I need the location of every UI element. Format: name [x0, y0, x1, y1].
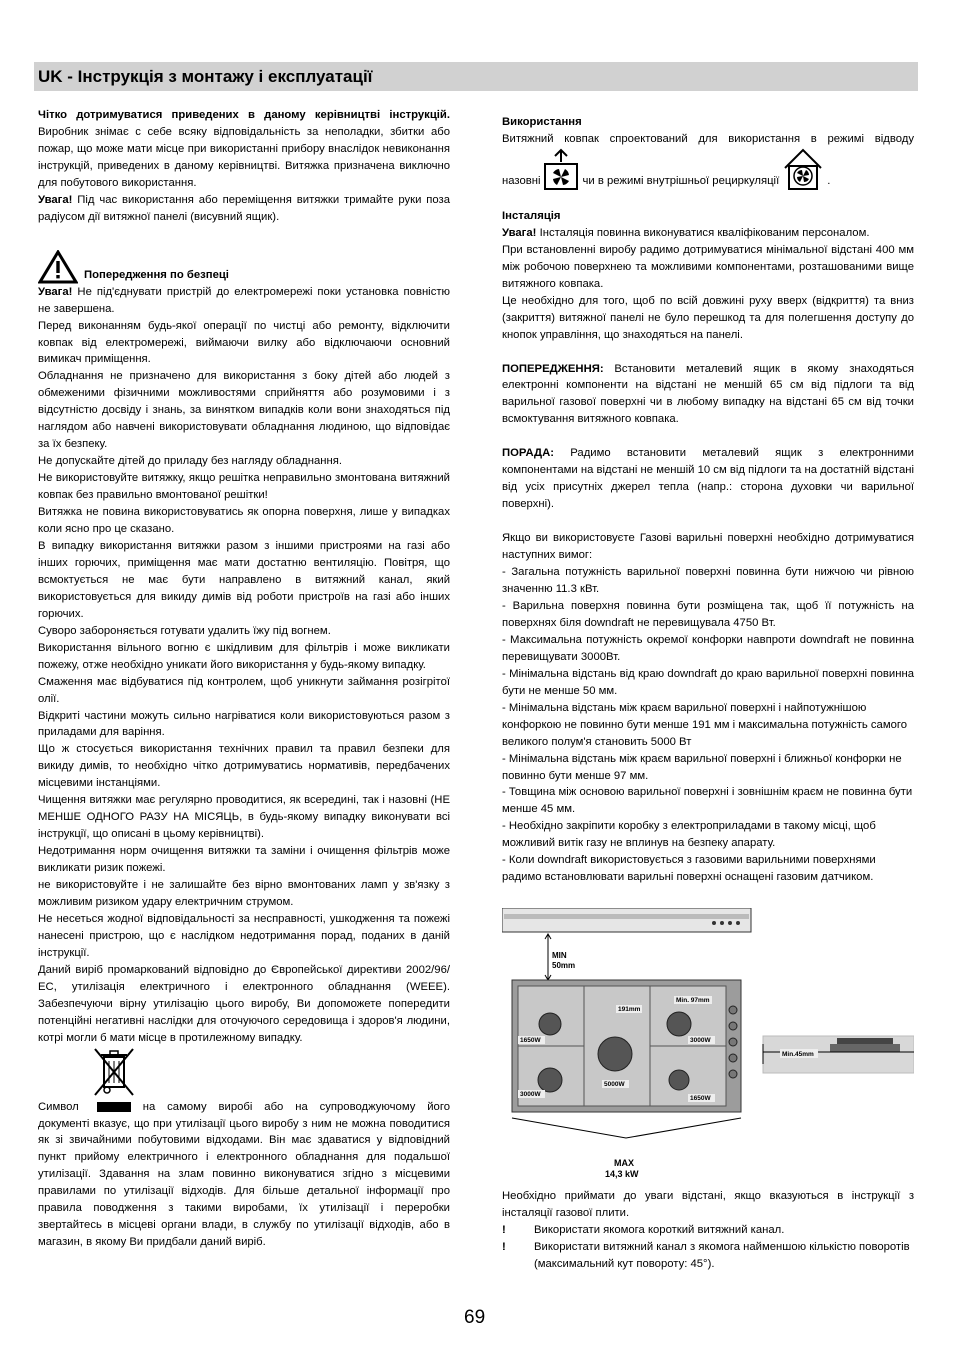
safety-paragraph: Суворо забороняється готувати удалить їжу під вогнем. [38, 624, 331, 637]
list-item: ! Використати якомога короткий витяжний канал. [502, 1223, 785, 1236]
safety-paragraph: не використовуйте і не залишайте без вірно вмонтованих ламп у зв'язку з можливим ризиком удару електричним струмом. [38, 879, 450, 908]
safety-paragraph: Смаження має відбуватися під контролем, щоб уникнути займання розігрітої олії. [38, 675, 450, 705]
burner-center-label: 5000W [604, 1081, 625, 1088]
min-value: 50mm [552, 961, 576, 970]
intro-paragraph: Чітко дотримуватися приведених в даному керівництві інструкцій. Виробник знімає с себе всяку відповідальність за неполадки, збитки або пожар, що може мати місце при використанні прибору внаслідок невиконання інструкцій, приведених в даному керівництві. Витяжка призначена виключно для побутового використання. [38, 109, 450, 189]
gas-requirement: - Мінімальна відстань від краю downdraft до краю варильної поверхні повинна бути не менше 50 мм. [502, 667, 914, 697]
burner-top-right-label: 3000W [690, 1037, 711, 1044]
usage-text: Витяжний ковпак спроектований для використання в режимі відводу [502, 132, 914, 145]
warning-triangle-icon [38, 250, 78, 284]
list-item: ! Використати витяжний канал з якомога найменшою кількістю поворотів (максимальний кут повороту: 45°). [502, 1240, 910, 1270]
max-label: MAX [614, 1158, 634, 1168]
install-attention: Увага! Інсталяція повинна виконуватися кваліфікованим персоналом. [502, 226, 870, 239]
symbol-paragraph: Символ на самому виробі або на супроводжуючому його [38, 1100, 450, 1113]
safety-paragraph: Що ж стосується використання технічних правил та правил безпеки для викиду димів, то необхідно чітко дотримуватись нормативів, передбачених місцевими інстанціями. [38, 743, 450, 790]
usage-modes: назовні чи в режимі внутрішньої рециркуляції . [502, 148, 914, 190]
crossed-bin-icon [92, 1047, 136, 1097]
right-column [502, 114, 914, 886]
attention-paragraph-2: Увага! Не під'єднувати пристрій до електромережі поки установка повністю не завершена. [38, 285, 450, 315]
dim-45-label: Min.45mm [782, 1051, 814, 1058]
black-bar-symbol [97, 1102, 131, 1112]
safety-heading: Попередження по безпеці [38, 250, 450, 284]
safety-paragraph: В випадку використання витяжки разом з іншими пристроями на газі або інших горючих, приміщення має мати достатню вентиляцію. Повітря, що всмоктується не має бути направлено в витяжний канал, який використовується для викиду димів від роботи пристроїв на газі або інших горючих. [38, 539, 450, 620]
ducted-mode-icon [544, 148, 578, 190]
gas-requirement: - Загальна потужність варильної поверхні повинна бути нижчою чи рівною значенню 11.3 кВт. [502, 566, 914, 596]
gas-intro: Якщо ви використовуєте Газові варильні поверхні необхідно дотримуватися наступних вимог: [502, 532, 914, 562]
gas-requirement: - Мінімальна відстань між краєм варильної поверхні і найпотужнішою конфоркою не повинно бути менше 191 мм і максимальна потужність самого великого полум'я становить 5000 Вт [502, 701, 908, 748]
safety-paragraph: Обладнання не призначено для використання з боку дітей або людей з обмеженими фізичними можливостями сприйняття або розумовими і з відсутністю досвіду і знань, за винятком випадків коли вони знаходяться під наглядом або навчені використовувати обладнання людиною, що відповідає за їх безпеку. [38, 370, 450, 451]
safety-paragraph: Не використовуйте витяжку, якщо решітка неправильно змонтована витяжний ковпак без правильно вмонтованої решітки! [38, 472, 450, 502]
min-label: MIN [552, 951, 567, 960]
safety-paragraph: Перед виконанням будь-якої операції по чистці або ремонту, відключити ковпак від електромережі, виймаючи вилку або відключаючи основний вимикач приміщення. [38, 319, 450, 366]
gas-requirement: - Необхідно закріпити коробку з електроприладами в такому місці, щоб можливий витік газу не вплинув на безпеку апарату. [502, 820, 876, 850]
distance-note: Необхідно приймати до уваги відстані, якщо вказуються в інструкції з інсталяції газової плити. [502, 1190, 914, 1219]
safety-paragraph: Відкриті частини можуть сильно нагріватися коли використовуються разом з приладами для варіння. [38, 709, 450, 739]
safety-paragraph: Витяжка не повина використовуватись як опорна поверхня, лише у випадках коли ясно про це сказано. [38, 506, 450, 536]
section-header [34, 62, 918, 91]
gas-requirement: - Максимальна потужність окремої конфорки навпроти downdraft не повинна перевищувати 3000Вт. [502, 633, 914, 663]
safety-paragraph: Не несеться жодної відповідальності за несправності, ушкодження та пожежі нанесені пристрою, що є наслідком недотримання порад, поданих в даній інструкції. [38, 912, 450, 959]
symbol-text: документі вказує, що при утилізації цього виробу з ним не можна поводитися як зі звичайними побутовими відходами. Він має здаватися у відповідний пункт прийому електричного і електронного обладнання для подальшої утилізації. Здавання на злам повинно виконуватися згідно з місцевими правилами по утилізації відходів. Для більше детальної інформації про правила поводження з такими виробами, їх утилізації і переробки звертайтесь в місцеві органи влади, в службу по утилізації відходів, або в магазин, в якому Ви придбали даний виріб. [38, 1117, 450, 1249]
burner-top-left-label: 1650W [520, 1037, 541, 1044]
install-paragraph: Це необхідно для того, щоб по всій довжині руху вверх (відкриття) та вниз (закриття) витяжної панелі не було перешкод та для полегшення доступу до кнопок управління, що знаходяться на панелі. [502, 294, 914, 341]
safety-paragraph: Використання вільного вогню є шкідливим для фільтрів і може викликати пожежу, отже необхідно уникати його використання у будь-якому випадку. [38, 641, 450, 671]
dim-191-label: 191mm [618, 1006, 641, 1013]
safety-paragraph: Недотримання норм очищення витяжки та заміни і очищення фільтрів може викликати ризик пожежі. [38, 845, 450, 875]
page-number: 69 [464, 1307, 486, 1328]
max-value: 14,3 kW [605, 1169, 639, 1179]
burner-bottom-left-label: 3000W [520, 1091, 541, 1098]
safety-paragraph: Не допускайте дітей до приладу без нагляду обладнання. [38, 455, 342, 468]
install-paragraph: При встановленні виробу радимо дотримуватися мінімальної відстані 400 мм між робочою поверхнею та можливими компонентами, розташованими вище витяжного ковпака. [502, 243, 914, 290]
after-figure-text [502, 1188, 914, 1273]
gas-requirement: - Мінімальна відстань між краєм варильної поверхні і ближньої конфорки не повинно бути менше 97 мм. [502, 752, 902, 782]
safety-paragraph: Даний виріб промаркований відповідно до Європейської директиви 2002/96/ЕС, утилізація електричного і електронного обладнання (WEEE). Забезпечуючи вірну утилізацію цього виробу, Ви допоможете попередити потенційні негативні наслідки для оточуючого середовища і здоров'я людини, котрі могли б мати місце в протилежному випадку. [38, 963, 450, 1044]
page-title: UK - Інструкція з монтажу і експлуатації [38, 67, 373, 86]
gas-requirement: - Варильна поверхня повинна бути розміщена так, щоб її потужність на поверхнях біля downdraft не перевищувала 4750 Вт. [502, 599, 914, 629]
install-title: Інсталяція [502, 209, 561, 222]
dim-97-label: Min. 97mm [676, 997, 710, 1004]
gas-requirement: - Коли downdraft використовується з газовими варильними поверхнями радимо встановлювати варильні поверхні оснащені газовим датчиком. [502, 854, 876, 884]
recirculation-mode-icon [783, 148, 823, 190]
burner-bottom-right-label: 1650W [690, 1095, 711, 1102]
safety-paragraph: Чищення витяжки має регулярно проводитися, як всередині, так і назовні (НЕ МЕНШЕ ОДНОГО РАЗУ НА МІСЯЦЬ, в будь-якому випадку виконувати всі інструкції, що описані в цьому керівництві). [38, 794, 450, 841]
left-column [38, 107, 450, 1251]
gas-requirement: - Товщина між основою варильної поверхні і зовнішнім краєм не повинна бути менше 45 мм. [502, 786, 913, 816]
warning-paragraph: ПОПЕРЕДЖЕННЯ: Встановити металевий ящик в якому знаходяться електронні компоненти на відстані не меншій 65 см від підлоги та від варильної газової поверхні чи в любому випадку на відстані 65 см від точки всмоктування витяжного ковпака. [502, 362, 914, 426]
usage-title: Використання [502, 116, 582, 128]
attention-paragraph: Увага! Під час використання або переміщення витяжки тримайте руки поза радіусом дії витяжної панелі (висувний ящик). [38, 193, 450, 223]
weee-symbol-row [38, 1047, 450, 1099]
hob-distance-figure [502, 908, 914, 1186]
advice-paragraph: ПОРАДА: Радимо встановити металевий ящик з електронними компонентами на відстані не меншій 10 см від підлоги та на достатній відстані від усіх присутніх джерел тепла (напр.: сторона духовки чи варильної поверхні). [502, 447, 914, 511]
